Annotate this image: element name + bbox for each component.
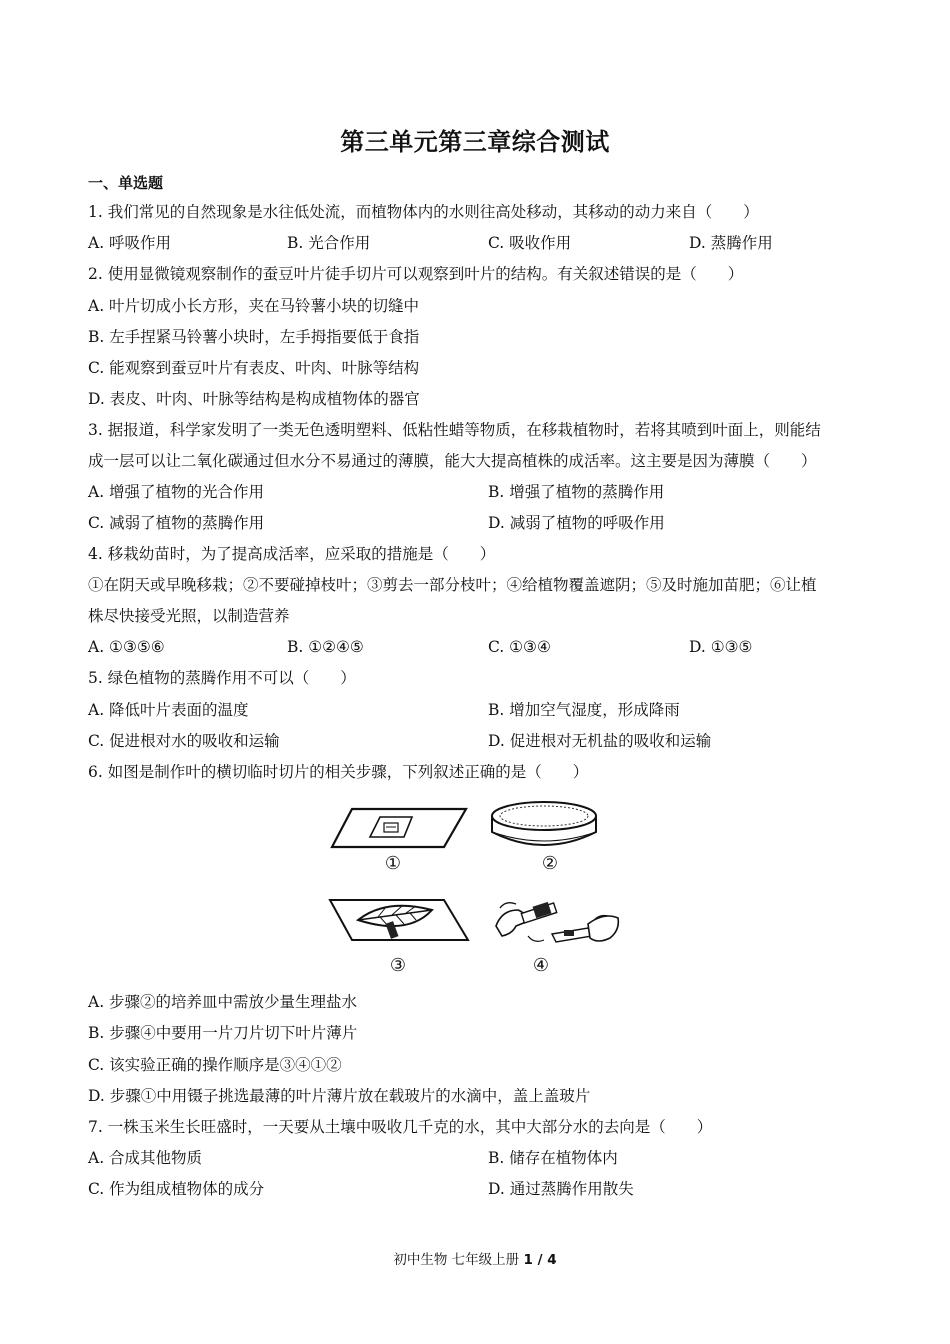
q5-option-c[interactable]: C. 促进根对水的吸收和运输 xyxy=(88,732,280,750)
q4-option-d[interactable]: D. ①③⑤ xyxy=(689,638,753,656)
q6-option-c[interactable]: C. 该实验正确的操作顺序是③④①② xyxy=(88,1056,342,1074)
figure-label-1: ① xyxy=(384,853,402,874)
q5-option-a[interactable]: A. 降低叶片表面的温度 xyxy=(88,701,249,719)
question-2-stem: 2. 使用显微镜观察制作的蚕豆叶片徒手切片可以观察到叶片的结构。有关叙述错误的是（ ） xyxy=(88,265,744,283)
hands-cutting-leaf-figure xyxy=(492,896,622,952)
figure-label-3: ③ xyxy=(389,955,407,976)
q1-option-a[interactable]: A. 呼吸作用 xyxy=(88,234,172,252)
footer-course-label: 初中生物 七年级上册 xyxy=(393,1252,520,1268)
question-4-measures-line-1: ①在阴天或早晚移栽；②不要碰掉枝叶；③剪去一部分枝叶；④给植物覆盖遮阴；⑤及时施加苗肥；⑥让植 xyxy=(88,576,817,594)
page-footer xyxy=(0,1248,950,1268)
q4-option-c[interactable]: C. ①③④ xyxy=(488,638,551,656)
question-4-stem: 4. 移栽幼苗时，为了提高成活率，应采取的措施是（ ） xyxy=(88,545,496,563)
figure-label-2: ② xyxy=(541,853,559,874)
q3-option-b[interactable]: B. 增强了植物的蒸腾作用 xyxy=(488,483,665,501)
question-7-stem: 7. 一株玉米生长旺盛时，一天要从土壤中吸收几千克的水，其中大部分水的去向是（ ） xyxy=(88,1118,713,1136)
q3-option-c[interactable]: C. 减弱了植物的蒸腾作用 xyxy=(88,514,265,532)
q7-option-a[interactable]: A. 合成其他物质 xyxy=(88,1149,203,1167)
q5-option-d[interactable]: D. 促进根对无机盐的吸收和运输 xyxy=(488,732,712,750)
q1-option-d[interactable]: D. 蒸腾作用 xyxy=(689,234,773,252)
section-heading: 一、单选题 xyxy=(88,174,164,192)
q2-option-a[interactable]: A. 叶片切成小长方形，夹在马铃薯小块的切缝中 xyxy=(88,297,420,315)
q2-option-c[interactable]: C. 能观察到蚕豆叶片有表皮、叶肉、叶脉等结构 xyxy=(88,359,420,377)
q6-option-b[interactable]: B. 步骤④中要用一片刀片切下叶片薄片 xyxy=(88,1024,358,1042)
q1-option-c[interactable]: C. 吸收作用 xyxy=(488,234,572,252)
question-3-stem-line-2: 成一层可以让二氧化碳通过但水分不易通过的薄膜，能大大提高植株的成活率。这主要是因为薄膜（ ） xyxy=(88,452,817,470)
question-1-stem: 1. 我们常见的自然现象是水往低处流，而植物体内的水则往高处移动，其移动的动力来自（ ） xyxy=(88,203,759,221)
q5-option-b[interactable]: B. 增加空气湿度，形成降雨 xyxy=(488,701,680,719)
q3-option-d[interactable]: D. 减弱了植物的呼吸作用 xyxy=(488,514,665,532)
q7-option-d[interactable]: D. 通过蒸腾作用散失 xyxy=(488,1180,634,1198)
q4-option-b[interactable]: B. ①②④⑤ xyxy=(287,638,364,656)
q6-option-a[interactable]: A. 步骤②的培养皿中需放少量生理盐水 xyxy=(88,993,358,1011)
q4-option-a[interactable]: A. ①③⑤⑥ xyxy=(88,638,165,656)
page-title: 第三单元第三章综合测试 xyxy=(340,128,610,156)
q7-option-c[interactable]: C. 作为组成植物体的成分 xyxy=(88,1180,265,1198)
q1-option-b[interactable]: B. 光合作用 xyxy=(287,234,371,252)
q6-option-d[interactable]: D. 步骤①中用镊子挑选最薄的叶片薄片放在载玻片的水滴中，盖上盖玻片 xyxy=(88,1087,591,1105)
q7-option-b[interactable]: B. 储存在植物体内 xyxy=(488,1149,618,1167)
question-3-stem-line-1: 3. 据报道，科学家发明了一类无色透明塑料、低粘性蜡等物质，在移栽植物时，若将其喷到叶面上，则能结 xyxy=(88,421,821,439)
slide-with-cover-slip-figure xyxy=(330,803,470,853)
question-5-stem: 5. 绿色植物的蒸腾作用不可以（ ） xyxy=(88,669,356,687)
question-4-measures-line-2: 株尽快接受光照，以制造营养 xyxy=(88,607,290,625)
q3-option-a[interactable]: A. 增强了植物的光合作用 xyxy=(88,483,265,501)
q2-option-b[interactable]: B. 左手捏紧马铃薯小块时，左手拇指要低于食指 xyxy=(88,328,420,346)
question-6-stem: 6. 如图是制作叶的横切临时切片的相关步骤，下列叙述正确的是（ ） xyxy=(88,763,589,781)
petri-dish-figure xyxy=(488,798,600,856)
leaf-on-slide-figure xyxy=(328,896,470,944)
footer-page-number: 1 / 4 xyxy=(523,1252,557,1268)
figure-label-4: ④ xyxy=(532,955,550,976)
q2-option-d[interactable]: D. 表皮、叶肉、叶脉等结构是构成植物体的器官 xyxy=(88,390,420,408)
